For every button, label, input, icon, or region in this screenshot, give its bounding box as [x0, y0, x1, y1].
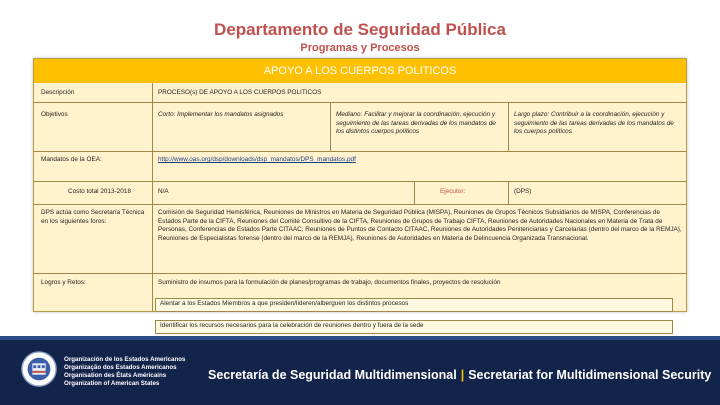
secretaria-tecnica-value: Comisión de Seguridad Hemisférica, Reuniones de Ministros en Materia de Seguridad Pública (MISPA), Reuniones de Grupos Técnicos Subsidiarios de MISPA, Conferencias de Estados Parte de la CIFTA, Reuniones del Comité Consultivo de la CIFTA, Reuniones de Grupos de Trabajo CIFTA, Reuniones de Autoridades Nacionales en Materia de Trata de Personas, Conferencias de Estados Parte CITAAC, Reuniones de Puntos de Contacto CITAAC, Reuniones de Autoridades Penitenciarias y Carcelarias (dentro del marco de la REMJA), Reuniones de Especialistas forense (dentro del marco de la REMJA), Reuniones de Autoridades en Materia de Delincuencia Organizada Transnacional.	[158, 209, 682, 242]
costo-label: Costo total 2013-2018	[68, 188, 131, 195]
mandatos-link[interactable]: http://www.oas.org/dsp/downloads/dsp_mandatos/DPS_mandatos.pdf	[158, 156, 356, 163]
org-name-en: Organization of American States	[64, 380, 160, 387]
row-divider	[34, 102, 686, 103]
descripcion-label: Descripción	[41, 89, 75, 96]
mandatos-label: Mandatos de la OEA:	[41, 156, 102, 163]
objetivos-label: Objetivos	[41, 111, 68, 118]
page-title: Departamento de Seguridad Pública	[214, 20, 506, 39]
column-divider	[508, 102, 509, 151]
org-name-fr: Organisation des États Américains	[64, 372, 167, 379]
row-divider	[34, 181, 686, 182]
logro-item: Alentar a los Estados Miembros a que presiden/lideren/alberguen los distintos procesos	[155, 298, 673, 312]
column-divider	[330, 102, 331, 151]
row-divider	[34, 151, 686, 152]
row-divider	[34, 273, 686, 274]
objetivo-largo: Largo plazo: Contribuir a la coordinación, ejecución y seguimiento de las tareas derivadas de los mandatos de los cuerpos políticos	[514, 111, 674, 136]
secretaria-es: Secretaría de Seguridad Multidimensional	[208, 368, 457, 382]
row-divider	[34, 204, 686, 205]
org-name-pt: Organização dos Estados Americanos	[64, 364, 177, 371]
column-divider	[152, 83, 153, 311]
program-panel	[33, 58, 687, 312]
logro-item: Suministro de insumos para la formulación de planes/programas de trabajo, documentos finales, proyectos de resolución	[158, 279, 501, 286]
section-banner: APOYO A LOS CUERPOS POLITICOS	[34, 59, 686, 83]
objetivo-corto: Corto: Implementar los mandatos asignados	[158, 111, 284, 118]
costo-value: N/A	[158, 188, 169, 195]
org-name-es: Organización de los Estados Americanos	[64, 356, 186, 363]
secretaria-tecnica-label: DPS actúa como Secretaría Técnica en los siguientes foros:	[41, 209, 145, 225]
column-divider	[508, 181, 509, 204]
oas-emblem-icon	[20, 350, 58, 388]
column-divider	[414, 181, 415, 204]
logro-item: Identificar los recursos necesarios para la celebración de reuniones dentro y fuera de la sede	[155, 320, 673, 334]
descripcion-value: PROCESO(s) DE APOYO A LOS CUERPOS POLITICOS	[158, 89, 322, 96]
ejecutor-value: (DPS)	[514, 188, 532, 195]
logros-label: Logros y Retos:	[41, 279, 86, 286]
secretaria-banner	[208, 368, 711, 382]
secretaria-en: Secretariat for Multidimensional Security	[468, 368, 712, 382]
ejecutor-label: Ejecutor:	[440, 188, 466, 195]
objetivo-mediano: Mediano: Facilitar y mejorar la coordinación, ejecución y seguimiento de las tareas derivadas de los mandatos de los distintos cuerpos políticos	[336, 111, 496, 136]
secretaria-separator: |	[460, 368, 465, 382]
page-subtitle: Programas y Procesos	[300, 42, 420, 54]
